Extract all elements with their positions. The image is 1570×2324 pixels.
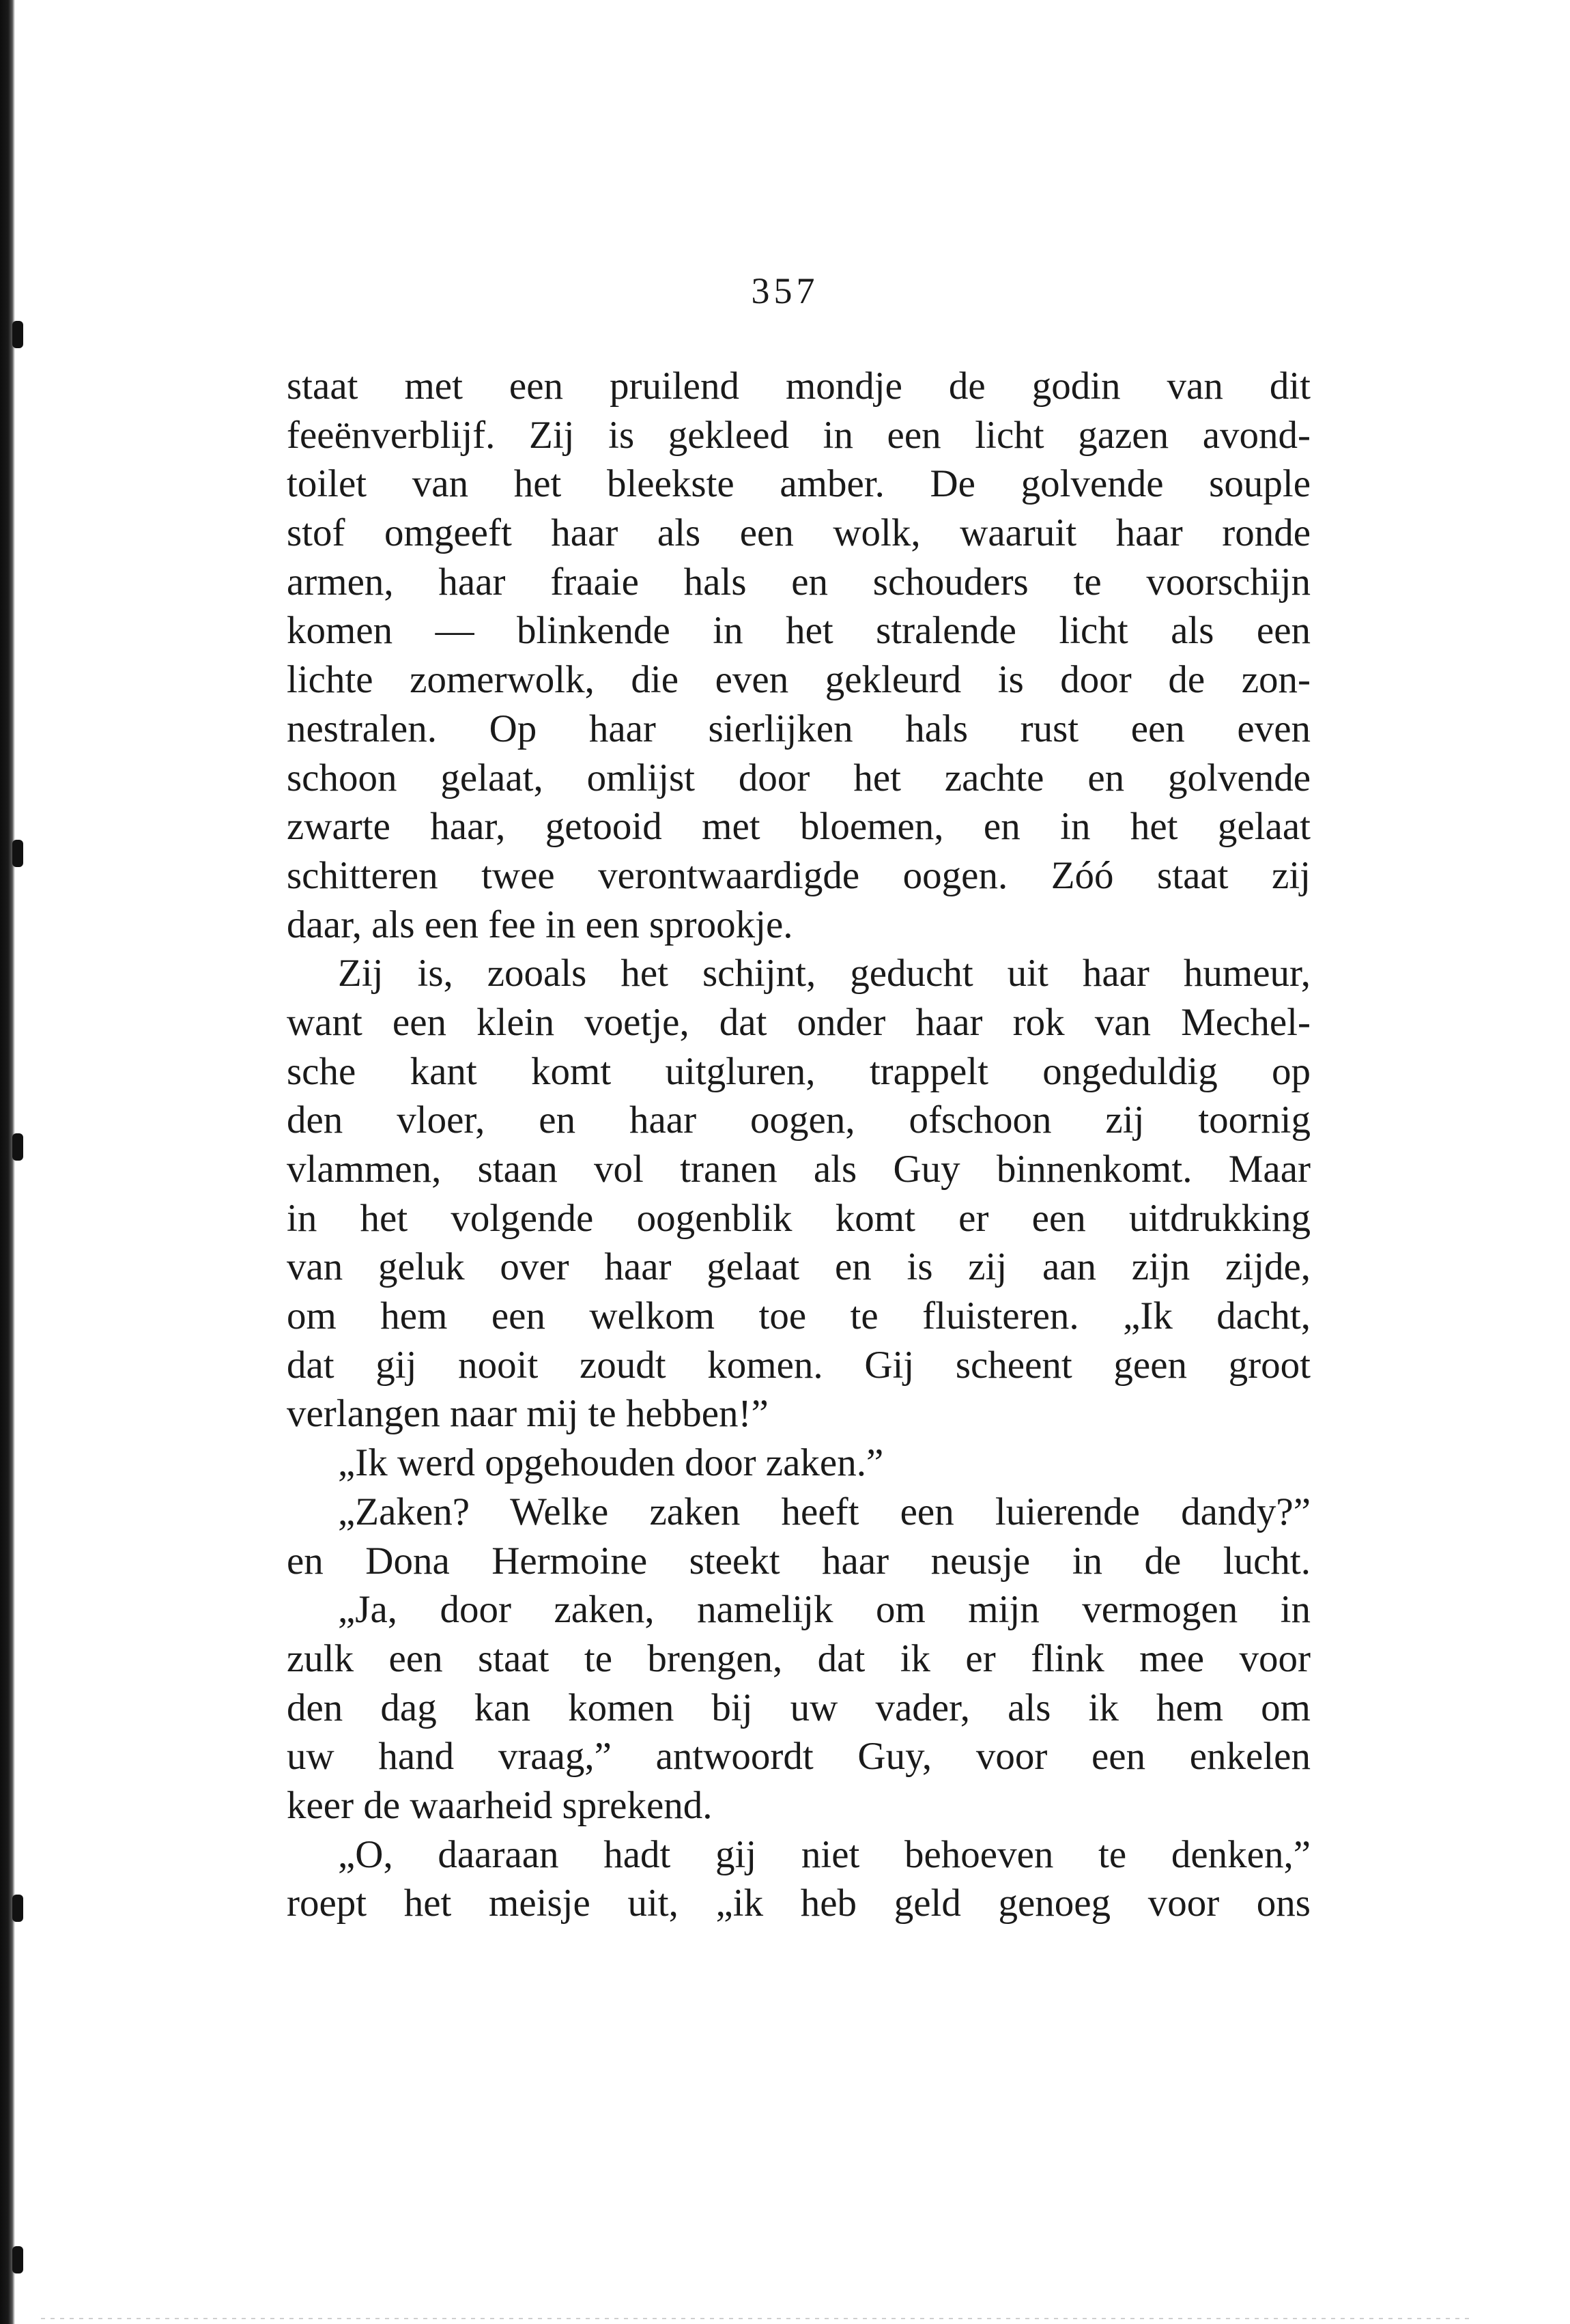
text-line: „Ja, door zaken, namelijk om mijn vermogen in bbox=[338, 1588, 1311, 1632]
text-line: van geluk over haar gelaat en is zij aan zijn zijde, bbox=[287, 1245, 1311, 1289]
text-line: „Ik werd opgehouden door zaken.” bbox=[338, 1441, 884, 1485]
text-line: keer de waarheid sprekend. bbox=[287, 1783, 713, 1827]
text-line: den vloer, en haar oogen, ofschoon zij toornig bbox=[287, 1099, 1311, 1142]
bottom-edge-rule bbox=[41, 2318, 1474, 2319]
page-number: 357 bbox=[751, 270, 819, 311]
text-line: staat met een pruilend mondje de godin van dit bbox=[287, 365, 1311, 408]
text-line: zwarte haar, getooid met bloemen, en in het gelaat bbox=[287, 805, 1311, 849]
book-binding-edge bbox=[0, 0, 15, 2324]
text-line: Zij is, zooals het schijnt, geducht uit haar humeur, bbox=[338, 952, 1311, 995]
text-line: armen, haar fraaie hals en schouders te voorschijn bbox=[287, 560, 1311, 604]
text-line: toilet van het bleekste amber. De golvende souple bbox=[287, 462, 1311, 506]
text-line: komen — blinkende in het stralende licht als een bbox=[287, 609, 1311, 653]
text-line: vlammen, staan vol tranen als Guy binnenkomt. Maar bbox=[287, 1148, 1311, 1191]
text-line: zulk een staat te brengen, dat ik er flink mee voor bbox=[287, 1636, 1311, 1680]
text-line: „Zaken? Welke zaken heeft een luierende dandy?” bbox=[338, 1490, 1311, 1533]
text-line: want een klein voetje, dat onder haar rok van Mechel- bbox=[287, 1000, 1311, 1044]
text-line: lichte zomerwolk, die even gekleurd is door de zon- bbox=[287, 658, 1311, 702]
text-line: dat gij nooit zoudt komen. Gij scheent geen groot bbox=[287, 1343, 1311, 1387]
binding-mark bbox=[12, 1133, 23, 1161]
text-line: roept het meisje uit, „ik heb geld genoeg voor ons bbox=[287, 1882, 1311, 1925]
text-line: daar, als een fee in een sprookje. bbox=[287, 903, 793, 946]
text-line: om hem een welkom toe te fluisteren. „Ik dacht, bbox=[287, 1294, 1311, 1338]
text-line: den dag kan komen bij uw vader, als ik hem om bbox=[287, 1686, 1311, 1729]
body-text bbox=[287, 362, 1311, 1928]
text-line: nestralen. Op haar sierlijken hals rust een even bbox=[287, 707, 1311, 750]
text-line: en Dona Hermoine steekt haar neusje in de lucht. bbox=[287, 1539, 1311, 1583]
text-line: „O, daaraan hadt gij niet behoeven te denken,” bbox=[338, 1832, 1311, 1876]
text-line: feeënverblijf. Zij is gekleed in een licht gazen avond- bbox=[287, 413, 1311, 457]
binding-mark bbox=[12, 2246, 23, 2273]
text-line: schitteren twee verontwaardigde oogen. Zóó staat zij bbox=[287, 853, 1311, 897]
binding-mark bbox=[12, 840, 23, 867]
text-line: stof omgeeft haar als een wolk, waaruit haar ronde bbox=[287, 511, 1311, 555]
binding-mark bbox=[12, 1895, 23, 1922]
text-line: in het volgende oogenblik komt er een uitdrukking bbox=[287, 1196, 1311, 1240]
text-line: sche kant komt uitgluren, trappelt ongeduldig op bbox=[287, 1049, 1311, 1093]
text-line: verlangen naar mij te hebben!” bbox=[287, 1392, 769, 1436]
binding-mark bbox=[12, 321, 23, 348]
text-line: uw hand vraag,” antwoordt Guy, voor een enkelen bbox=[287, 1735, 1311, 1779]
text-line: schoon gelaat, omlijst door het zachte en golvende bbox=[287, 756, 1311, 799]
